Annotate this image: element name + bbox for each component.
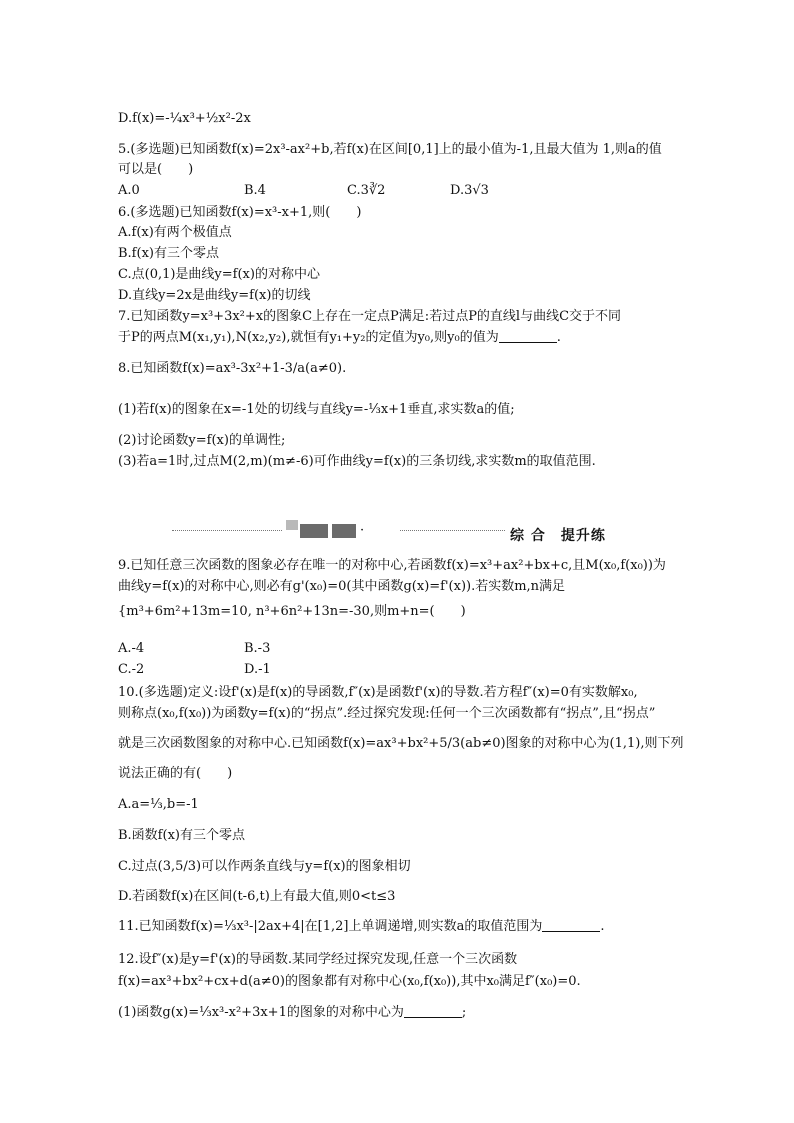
q6-option-d: D.直线y=2x是曲线y=f(x)的切线 xyxy=(118,288,311,303)
q10-option-c: C.过点(3,5/3)可以作两条直线与y=f(x)的图象相切 xyxy=(118,859,411,874)
divider-dot: · xyxy=(360,523,365,538)
q5-option-c: C.3∛2 xyxy=(347,183,386,198)
q8-part1: (1)若f(x)的图象在x=-1处的切线与直线y=-⅓x+1垂直,求实数a的值; xyxy=(118,402,515,417)
divider-left xyxy=(172,530,282,531)
divider-right xyxy=(400,530,505,531)
q5-option-a: A.0 xyxy=(118,183,140,198)
q6-option-c: C.点(0,1)是曲线y=f(x)的对称中心 xyxy=(118,267,320,282)
divider-block-dark-2 xyxy=(332,524,356,538)
q8-part3: (3)若a=1时,过点M(2,m)(m≠-6)可作曲线y=f(x)的三条切线,求实数m的取值范围. xyxy=(118,454,596,469)
q8-stem: 8.已知函数f(x)=ax³-3x²+1-3/a(a≠0). xyxy=(118,361,347,376)
q10-option-d: D.若函数f(x)在区间(t-6,t)上有最大值,则0<t≤3 xyxy=(118,889,396,904)
q7-answer-blank xyxy=(499,330,557,343)
q7-stem-line2 xyxy=(118,329,561,347)
q6-option-b: B.f(x)有三个零点 xyxy=(118,246,219,261)
q12-part1 xyxy=(118,1004,466,1022)
q12-stem-line2: f(x)=ax³+bx²+cx+d(a≠0)的图象都有对称中心(x₀,f(x₀)),其中x₀满足f″(x₀)=0. xyxy=(118,974,581,989)
q5-option-b: B.4 xyxy=(244,183,266,198)
q6-option-a: A.f(x)有两个极值点 xyxy=(118,225,232,240)
q10-stem-line2: 则称点(x₀,f(x₀))为函数y=f(x)的“拐点”.经过探究发现:任何一个三次函数都有“拐点”,且“拐点” xyxy=(118,706,656,721)
q11-period: . xyxy=(600,919,605,934)
q9-system: {m³+6m²+13m=10, n³+6n²+13n=-30,则m+n=( ) xyxy=(118,604,466,619)
q11-stem xyxy=(118,918,605,936)
q5-option-d: D.3√3 xyxy=(450,183,489,198)
q9-option-d: D.-1 xyxy=(244,662,271,677)
q7-stem-line1: 7.已知函数y=x³+3x²+x的图象C上存在一定点P满足:若过点P的直线l与曲线C交于不同 xyxy=(118,309,622,324)
q12-stem-line1: 12.设f″(x)是y=f'(x)的导函数.某同学经过探究发现,任意一个三次函数 xyxy=(118,952,518,967)
q5-stem-line2: 可以是( ) xyxy=(118,162,194,177)
q9-option-a: A.-4 xyxy=(118,641,145,656)
q7-period: . xyxy=(556,330,561,345)
q7-text: 于P的两点M(x₁,y₁),N(x₂,y₂),就恒有y₁+y₂的定值为y₀,则y₀的值为 xyxy=(118,330,499,345)
q12-part1-text: (1)函数g(x)=⅓x³-x²+3x+1的图象的对称中心为 xyxy=(118,1005,404,1020)
q11-answer-blank xyxy=(542,919,600,932)
q5-stem-line1: 5.(多选题)已知函数f(x)=2x³-ax²+b,若f(x)在区间[0,1]上的最小值为-1,且最大值为 1,则a的值 xyxy=(118,142,662,157)
q10-stem-line4: 说法正确的有( ) xyxy=(118,766,233,781)
q9-option-b: B.-3 xyxy=(244,641,271,656)
q12-answer-blank xyxy=(404,1005,462,1018)
q10-option-b: B.函数f(x)有三个零点 xyxy=(118,828,245,843)
q10-stem-line1: 10.(多选题)定义:设f'(x)是f(x)的导函数,f″(x)是函数f'(x)的导数.若方程f″(x)=0有实数解x₀, xyxy=(118,685,638,700)
q9-stem-line1: 9.已知任意三次函数的图象必存在唯一的对称中心,若函数f(x)=x³+ax²+bx+c,且M(x₀,f(x₀))为 xyxy=(118,558,666,573)
q9-option-c: C.-2 xyxy=(118,662,145,677)
q6-stem: 6.(多选题)已知函数f(x)=x³-x+1,则( ) xyxy=(118,205,362,220)
q10-stem-line3: 就是三次函数图象的对称中心.已知函数f(x)=ax³+bx²+5/3(ab≠0)图象的对称中心为(1,1),则下列 xyxy=(118,736,684,751)
q11-text: 11.已知函数f(x)=⅓x³-|2ax+4|在[1,2]上单调递增,则实数a的取值范围为 xyxy=(118,919,543,934)
q9-stem-line2: 曲线y=f(x)的对称中心,则必有g'(x₀)=0(其中函数g(x)=f'(x)).若实数m,n满足 xyxy=(118,579,566,594)
q8-part2: (2)讨论函数y=f(x)的单调性; xyxy=(118,433,286,448)
q4-option-d: D.f(x)=-¼x³+½x²-2x xyxy=(118,111,251,126)
divider-block-light xyxy=(286,520,298,530)
section-title: 综 合 提升练 xyxy=(510,528,606,544)
q12-semicolon: ; xyxy=(461,1005,467,1020)
divider-block-dark-1 xyxy=(300,524,328,538)
q10-option-a: A.a=⅓,b=-1 xyxy=(118,797,199,812)
